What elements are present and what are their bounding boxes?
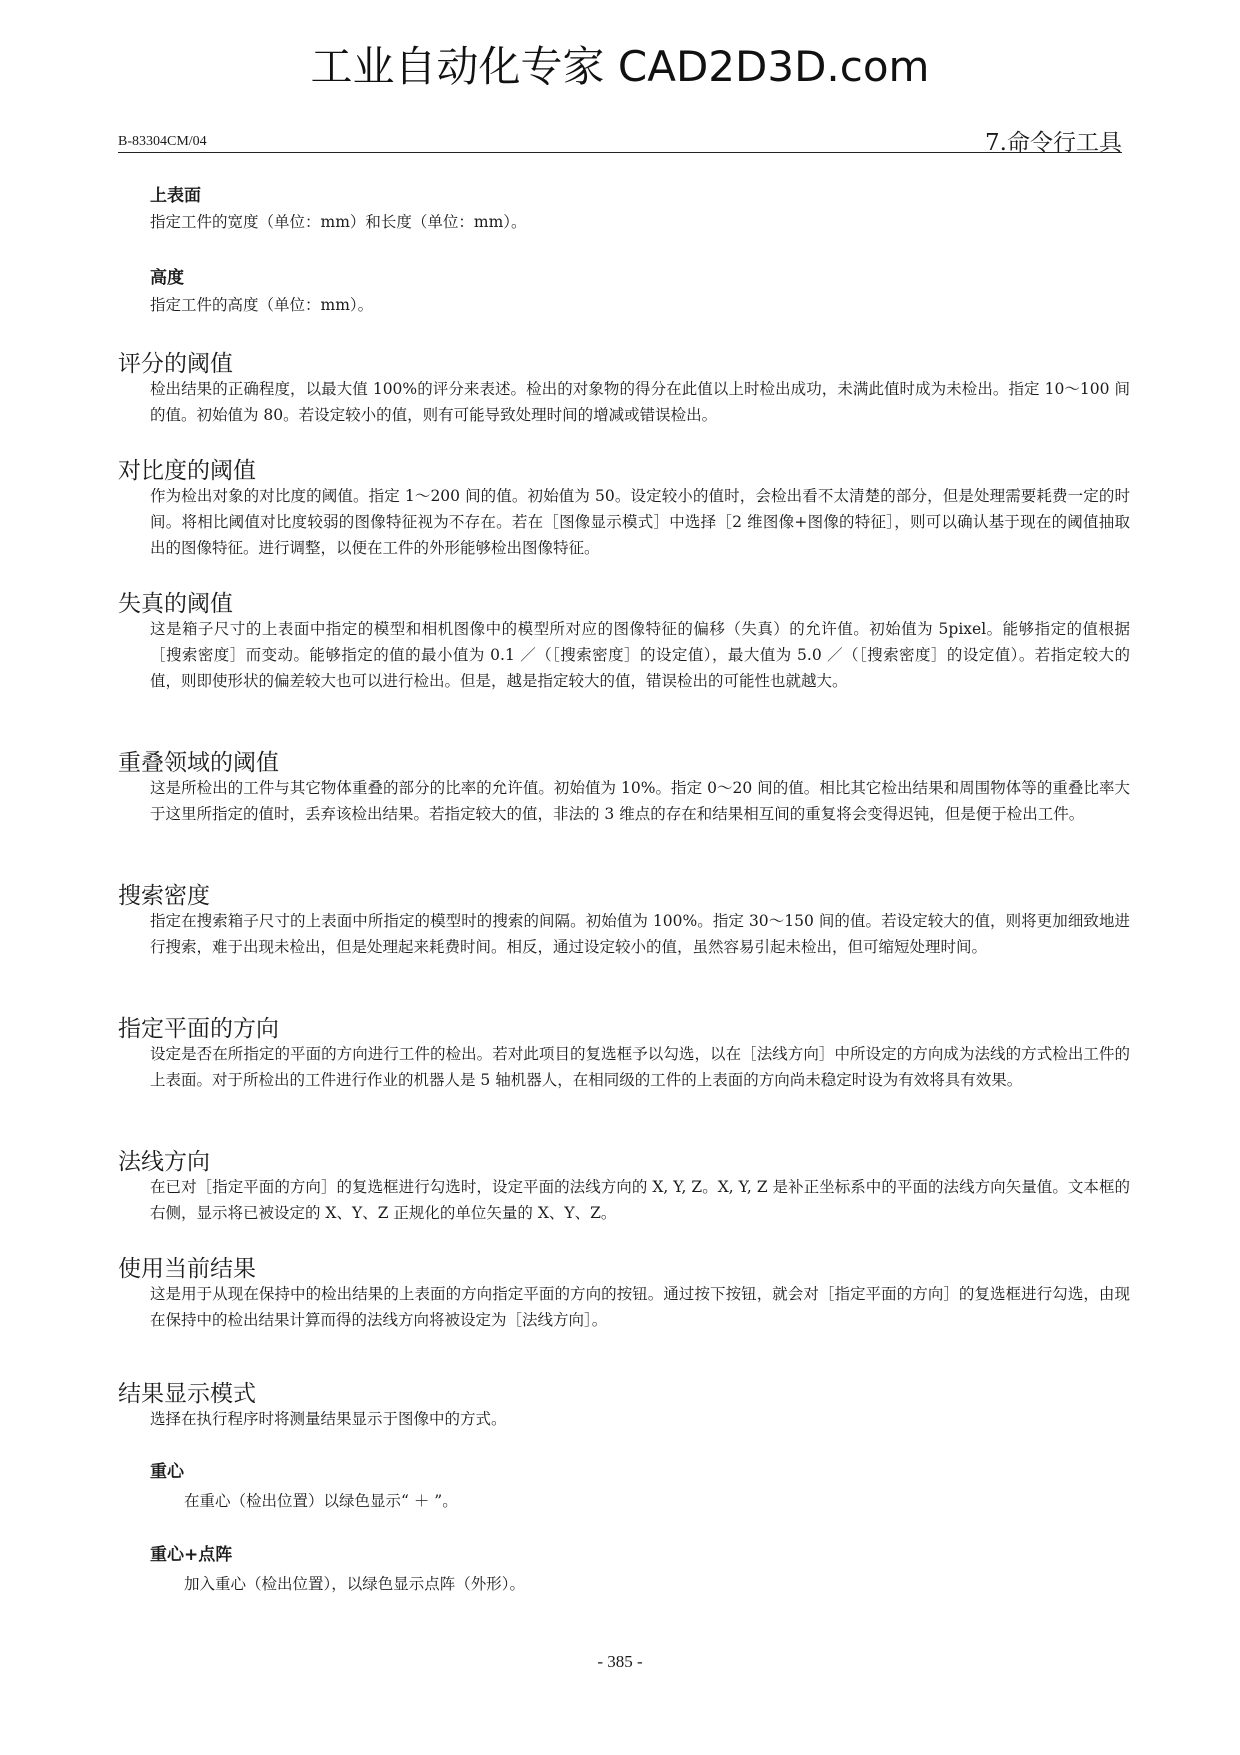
header-divider: [118, 152, 1122, 153]
heading-plane-direction: 指定平面的方向: [118, 1016, 279, 1042]
paragraph-use-current-result: 这是用于从现在保持中的检出结果的上表面的方向指定平面的方向的按钮。通过按下按钮，就会对［指定平面的方向］的复选框进行勾选，由现在保持中的检出结果计算而得的法线方向将被设定为［法线方向］。: [150, 1285, 1130, 1329]
paragraph-search-density: 指定在搜索箱子尺寸的上表面中所指定的模型时的搜索的间隔。初始值为 100%。指定 30～150 间的值。若设定较大的值，则将更加细致地进行搜索，难于出现未检出，但是处理起来耗费时间。相反，通过设定较小的值，虽然容易引起未检出，但可缩短处理时间。: [150, 912, 1130, 956]
document-code: B-83304CM/04: [118, 134, 207, 149]
heading-result-display-mode: 结果显示模式: [118, 1381, 256, 1407]
heading-normal-direction: 法线方向: [118, 1149, 210, 1175]
paragraph-overlap-threshold: 这是所检出的工件与其它物体重叠的部分的比率的允许值。初始值为 10%。指定 0～20 间的值。相比其它检出结果和周围物体等的重叠比率大于这里所指定的值时，丢弃该检出结果。若指定较大的值，非法的 3 维点的存在和结果相互间的重复将会变得迟钝，但是便于检出工件。: [150, 779, 1130, 823]
paragraph-score-threshold: 检出结果的正确程度，以最大值 100%的评分来表述。检出的对象物的得分在此值以上时检出成功，未满此值时成为未检出。指定 10～100 间的值。初始值为 80。若设定较小的值，则有可能导致处理时间的增减或错误检出。: [150, 380, 1130, 424]
watermark-banner: 工业自动化专家 CAD2D3D.com: [310, 42, 930, 91]
paragraph-result-display-mode: 选择在执行程序时将测量结果显示于图像中的方式。: [150, 1410, 507, 1428]
paragraph-normal-direction: 在已对［指定平面的方向］的复选框进行勾选时，设定平面的法线方向的 X, Y, Z。X, Y, Z 是补正坐标系中的平面的法线方向矢量值。文本框的右侧，显示将已被设定的 X、Y、Z 正规化的单位矢量的 X、Y、Z。: [150, 1178, 1130, 1222]
paragraph-distortion-threshold: 这是箱子尺寸的上表面中指定的模型和相机图像中的模型所对应的图像特征的偏移（失真）的允许值。初始值为 5pixel。能够指定的值根据［搜索密度］而变动。能够指定的值的最小值为 0.1 ／（［搜索密度］的设定值），最大值为 5.0 ／（［搜索密度］的设定值）。若指定较大的值，则即使形状的偏差较大也可以进行检出。但是，越是指定较大的值，错误检出的可能性也就越大。: [150, 620, 1130, 690]
paragraph-centroid: 在重心（检出位置）以绿色显示“ ＋ ”。: [184, 1492, 458, 1510]
paragraph-top-surface: 指定工件的宽度（单位：mm）和长度（单位：mm）。: [150, 213, 527, 231]
paragraph-plane-direction: 设定是否在所指定的平面的方向进行工件的检出。若对此项目的复选框予以勾选，以在［法线方向］中所设定的方向成为法线的方式检出工件的上表面。对于所检出的工件进行作业的机器人是 5 轴机器人，在相同级的工件的上表面的方向尚未稳定时设为有效将具有效果。: [150, 1045, 1130, 1089]
paragraph-contrast-threshold: 作为检出对象的对比度的阈值。指定 1～200 间的值。初始值为 50。设定较小的值时，会检出看不太清楚的部分，但是处理需要耗费一定的时间。将相比阈值对比度较弱的图像特征视为不存在。若在［图像显示模式］中选择［2 维图像+图像的特征］，则可以确认基于现在的阈值抽取出的图像特征。进行调整，以便在工件的外形能够检出图像特征。: [150, 487, 1130, 557]
paragraph-centroid-dots: 加入重心（检出位置），以绿色显示点阵（外形）。: [184, 1575, 526, 1593]
heading-contrast-threshold: 对比度的阈值: [118, 458, 256, 484]
heading-use-current-result: 使用当前结果: [118, 1256, 256, 1282]
page-number: - 385 -: [597, 1652, 643, 1671]
subheading-centroid: 重心: [150, 1462, 184, 1482]
subheading-centroid-dots: 重心+点阵: [150, 1545, 233, 1565]
paragraph-height: 指定工件的高度（单位：mm）。: [150, 296, 374, 314]
subheading-top-surface: 上表面: [150, 186, 201, 206]
heading-distortion-threshold: 失真的阈值: [118, 591, 233, 617]
heading-score-threshold: 评分的阈值: [118, 351, 233, 377]
heading-overlap-threshold: 重叠领域的阈值: [118, 750, 279, 776]
chapter-title: 7.命令行工具: [985, 130, 1122, 156]
heading-search-density: 搜索密度: [118, 883, 210, 909]
subheading-height: 高度: [150, 268, 184, 288]
